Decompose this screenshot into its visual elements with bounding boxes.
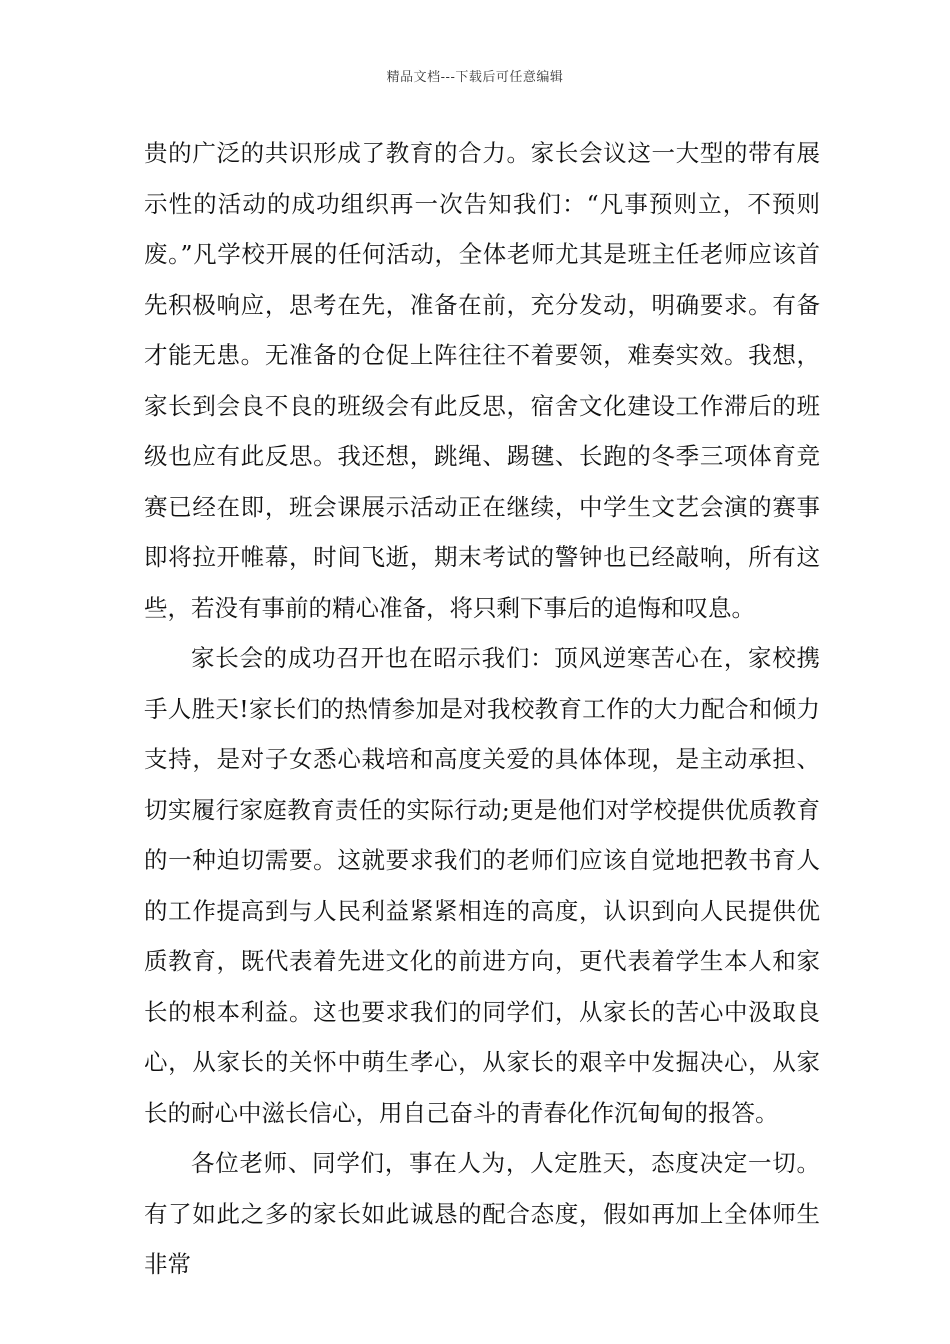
paragraph-2: 家长会的成功召开也在昭示我们：顶风逆寒苦心在，家校携手人胜天!家长们的热情参加是对我校教育工作的大力配合和倾力支持，是对子女悉心栽培和高度关爱的具体体现，是主动承担、切实履行家庭教育责任的实际行动;更是他们对学校提供优质教育的一种迫切需要。这就要求我们的老师们应该自觉地把教书育人的工作提高到与人民利益紧紧相连的高度，认识到向人民提供优质教育，既代表着先进文化的前进方向，更代表着学生本人和家长的根本利益。这也要求我们的同学们，从家长的苦心中汲取良心，从家长的关怀中萌生孝心，从家长的艰辛中发掘决心，从家长的耐心中滋长信心，用自己奋斗的青春化作沉甸甸的报答。 xyxy=(144,644,820,1127)
page-header: 精品文档---下载后可任意编辑 xyxy=(386,70,564,85)
document-body xyxy=(144,128,820,1290)
paragraph-1: 贵的广泛的共识形成了教育的合力。家长会议这一大型的带有展示性的活动的成功组织再一次告知我们：“凡事预则立，不预则废。”凡学校开展的任何活动，全体老师尤其是班主任老师应该首先积极响应，思考在先，准备在前，充分发动，明确要求。有备才能无患。无准备的仓促上阵往往不着要领，难奏实效。我想，家长到会良不良的班级会有此反思，宿舍文化建设工作滞后的班级也应有此反思。我还想，跳绳、踢毽、长跑的冬季三项体育竞赛已经在即，班会课展示活动正在继续，中学生文艺会演的赛事即将拉开帷幕，时间飞逝，期末考试的警钟也已经敲响，所有这些，若没有事前的精心准备，将只剩下事后的追悔和叹息。 xyxy=(144,139,820,622)
paragraph-3: 各位老师、同学们，事在人为，人定胜天，态度决定一切。有了如此之多的家长如此诚恳的配合态度，假如再加上全体师生非常 xyxy=(144,1149,820,1278)
